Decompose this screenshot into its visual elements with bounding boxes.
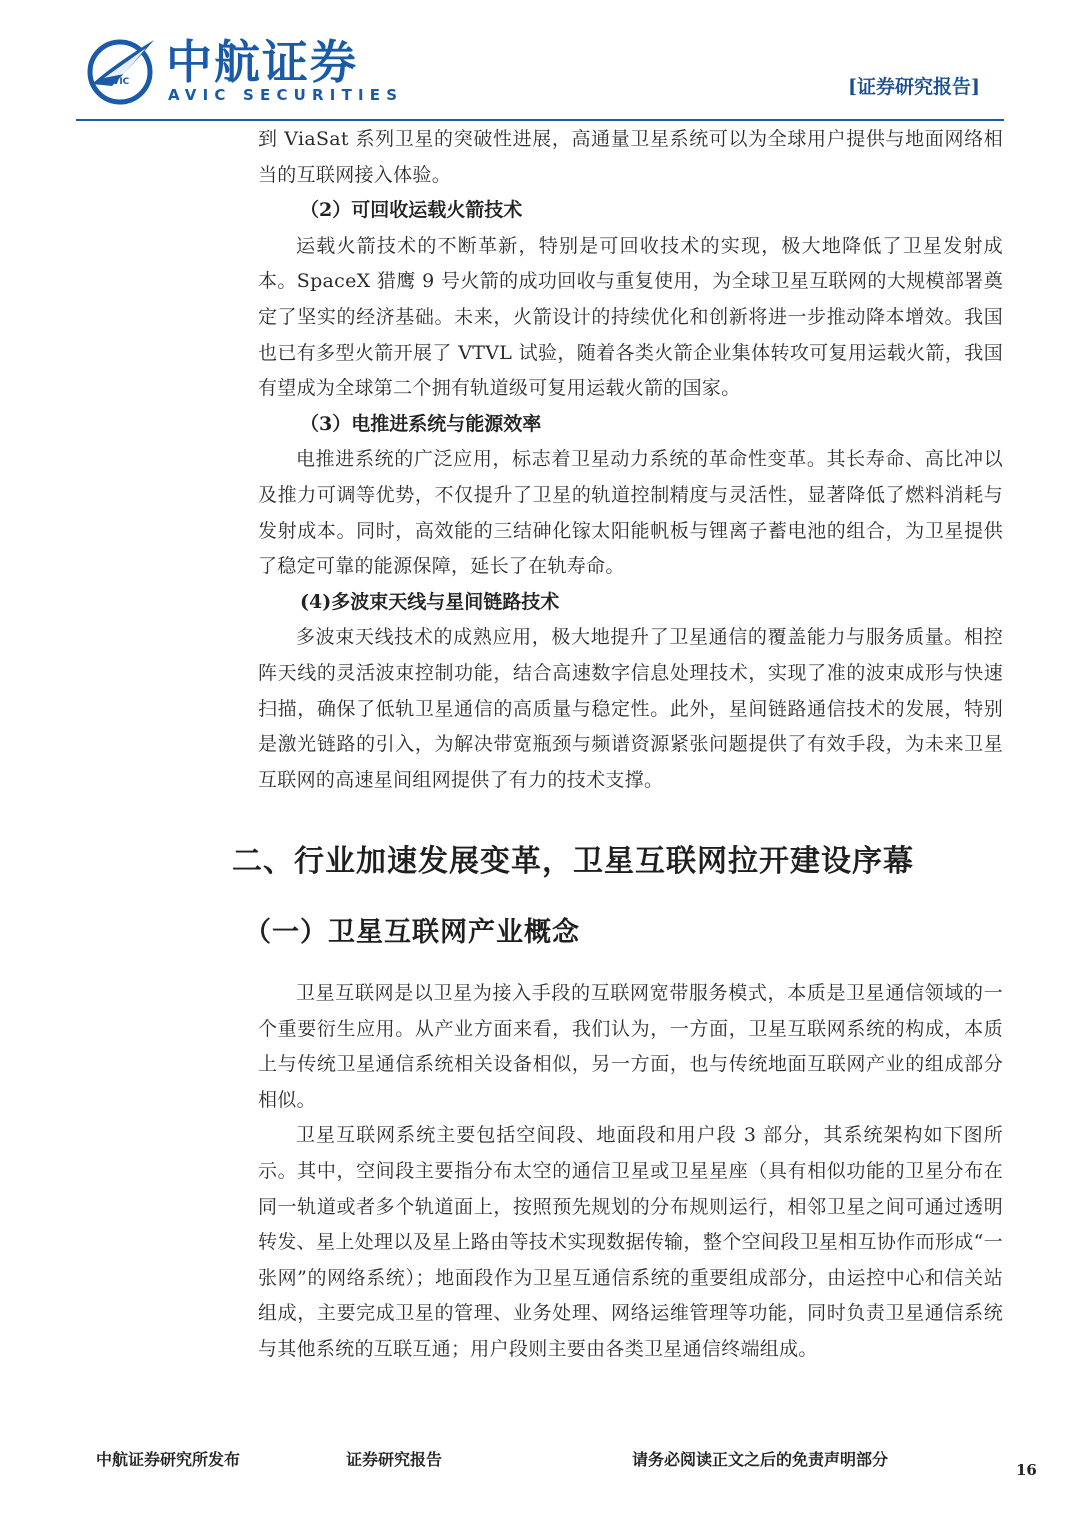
page-header	[0, 0, 1080, 125]
brand-name-cn: 中航证券	[166, 35, 358, 89]
footer-report-type: 证券研究报告	[346, 1450, 443, 1469]
body-section-top	[258, 122, 1003, 798]
footer-publisher: 中航证券研究所发布	[96, 1450, 241, 1469]
subheading-multibeam-antenna: (4)多波束天线与星间链路技术	[300, 590, 560, 613]
footer-disclaimer: 请务必阅读正文之后的免责声明部分	[632, 1450, 889, 1469]
subsection-heading: （一）卫星互联网产业概念	[244, 917, 580, 948]
avic-logo-icon	[84, 34, 156, 106]
body-section-two	[258, 976, 1003, 1368]
brand-name-en: AVIC SECURITIES	[168, 86, 404, 104]
subheading-reusable-rocket: （2）可回收运载火箭技术	[300, 199, 523, 222]
subheading-electric-propulsion: （3）电推进系统与能源效率	[300, 412, 542, 435]
page-number: 16	[1016, 1461, 1037, 1479]
paragraph-reusable-rocket: 运载火箭技术的不断革新，特别是可回收技术的实现，极大地降低了卫星发射成本。SpaceX 猎鹰 9 号火箭的成功回收与重复使用，为全球卫星互联网的大规模部署奠定了坚实的经济基础。未来，火箭设计的持续优化和创新将进一步推动降本增效。我国也已有多型火箭开展了 VTVL 试验，随着各类火箭企业集体转攻可复用运载火箭，我国有望成为全球第二个拥有轨道级可复用运载火箭的国家。	[258, 234, 1003, 400]
paragraph-system-architecture: 卫星互联网系统主要包括空间段、地面段和用户段 3 部分，其系统架构如下图所示。其中，空间段主要指分布太空的通信卫星或卫星星座（具有相似功能的卫星分布在同一轨道或者多个轨道面上，按照预先规划的分布规则运行，相邻卫星之间可通过透明转发、星上处理以及星上路由等技术实现数据传输，整个空间段卫星相互协作而形成“一张网”的网络系统）；地面段作为卫星互通信系统的重要组成部分，由运控中心和信关站组成，主要完成卫星的管理、业务处理、网络运维管理等功能，同时负责卫星通信系统与其他系统的互联互通；用户段则主要由各类卫星通信终端组成。	[258, 1124, 1003, 1360]
paragraph-continued: 到 ViaSat 系列卫星的突破性进展，高通量卫星系统可以为全球用户提供与地面网络相当的互联网接入体验。	[258, 128, 1003, 186]
paragraph-electric-propulsion: 电推进系统的广泛应用，标志着卫星动力系统的革命性变革。其长寿命、高比冲以及推力可调等优势，不仅提升了卫星的轨道控制精度与灵活性，显著降低了燃料消耗与发射成本。同时，高效能的三结砷化镓太阳能帆板与锂离子蓄电池的组合，为卫星提供了稳定可靠的能源保障，延长了在轨寿命。	[258, 448, 1003, 578]
paragraph-multibeam-antenna: 多波束天线技术的成熟应用，极大地提升了卫星通信的覆盖能力与服务质量。相控阵天线的灵活波束控制功能，结合高速数字信息处理技术，实现了准的波束成形与快速扫描，确保了低轨卫星通信的高质量与稳定性。此外，星间链路通信技术的发展，特别是激光链路的引入，为解决带宽瓶颈与频谱资源紧张问题提供了有效手段，为未来卫星互联网的高速星间组网提供了有力的技术支撑。	[258, 626, 1003, 791]
header-divider	[76, 119, 1004, 121]
page-footer	[0, 1448, 1080, 1488]
paragraph-industry-concept: 卫星互联网是以卫星为接入手段的互联网宽带服务模式，本质是卫星通信领域的一个重要衍生应用。从产业方面来看，我们认为，一方面，卫星互联网系统的构成，本质上与传统卫星通信系统相关设备相似，另一方面，也与传统地面互联网产业的组成部分相似。	[258, 982, 1003, 1111]
svg-text:AVIC: AVIC	[106, 77, 130, 87]
section-heading: 二、行业加速发展变革，卫星互联网拉开建设序幕	[232, 844, 914, 879]
report-tag: [证券研究报告]	[848, 76, 980, 98]
